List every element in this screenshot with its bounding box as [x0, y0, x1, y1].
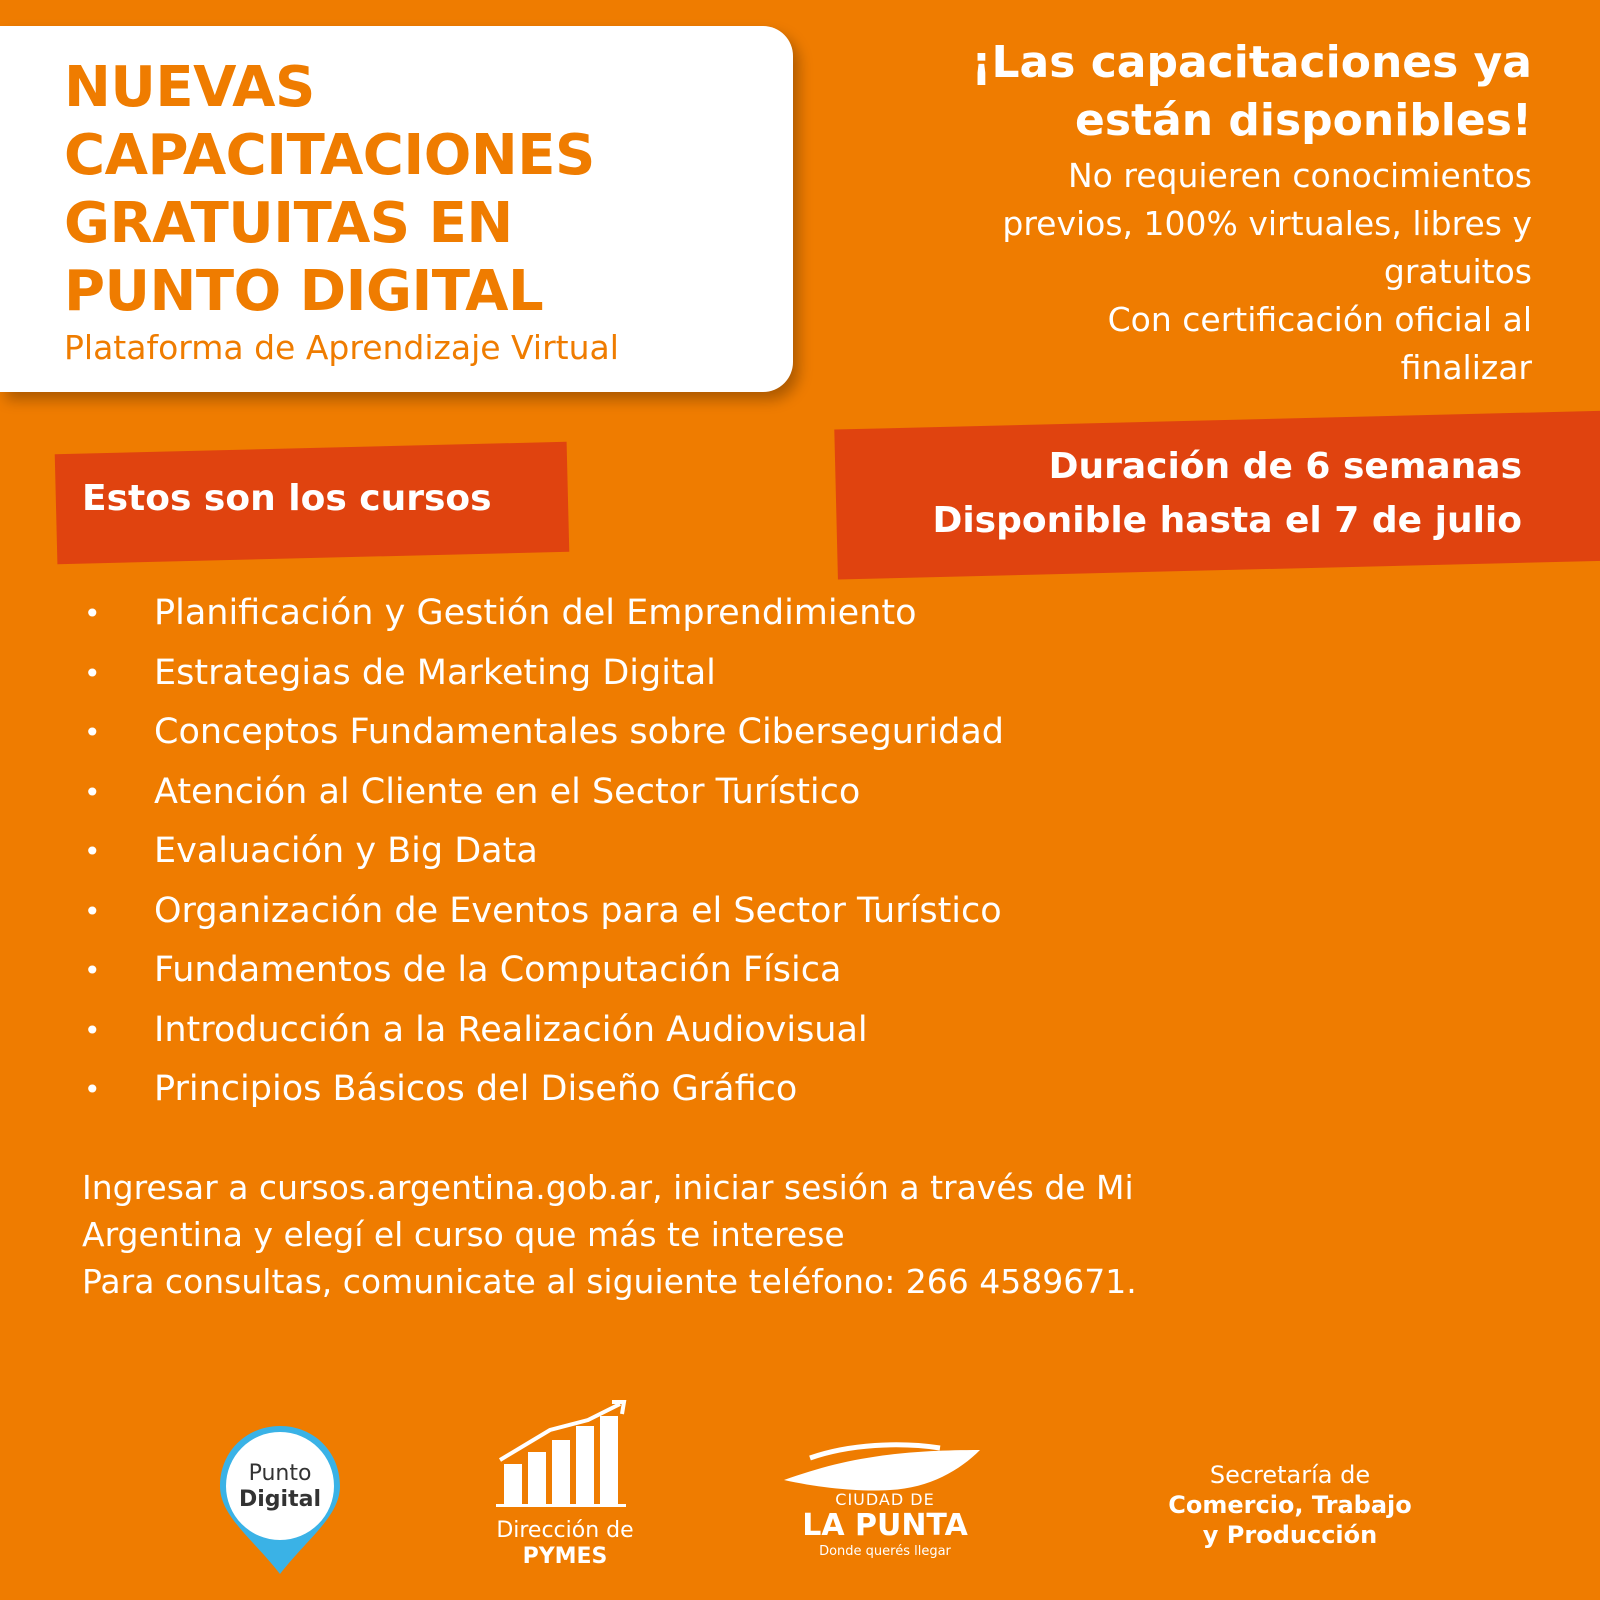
title-line-2: CAPACITACIONES [64, 123, 595, 188]
footer-line-3: Para consultas, comunicate al siguiente teléfono: 266 4589671. [82, 1262, 1137, 1301]
duration-banner-text [932, 440, 1522, 548]
bullet-icon: • [84, 1073, 101, 1106]
course-title: Atención al Cliente en el Sector Turístico [154, 771, 861, 812]
bullet-icon: • [84, 775, 101, 809]
map-pin-icon [212, 1420, 348, 1580]
hero-details [1002, 152, 1532, 392]
title-line-1: NUEVAS [64, 55, 315, 120]
bullet-icon: • [84, 597, 101, 630]
hero-headline-line-2: están disponibles! [1075, 95, 1532, 146]
page-title [64, 54, 784, 326]
pymes-line-1: Dirección de [496, 1518, 634, 1543]
course-title: Introducción a la Realización Audiovisual [154, 1009, 868, 1050]
punto-digital-line-1: Punto [248, 1461, 312, 1486]
course-title: Fundamentos de la Computación Física [154, 950, 842, 990]
hero-detail-line-5: finalizar [1400, 348, 1532, 387]
course-title: Organización de Eventos para el Sector Turístico [154, 890, 1002, 931]
course-title: Estrategias de Marketing Digital [154, 652, 716, 693]
availability-label: Disponible hasta el 7 de julio [932, 500, 1522, 541]
course-title: Conceptos Fundamentales sobre Ciberseguridad [154, 712, 1004, 752]
la-punta-tagline: Donde querés llegar [819, 1544, 951, 1559]
bullet-icon: • [84, 954, 101, 987]
hero-headline [971, 34, 1532, 150]
footer-info [82, 1164, 1137, 1305]
secretaria-logo [1140, 1460, 1440, 1560]
page-subtitle: Plataforma de Aprendizaje Virtual [64, 328, 619, 367]
bar-chart-icon [490, 1400, 640, 1510]
bullet-icon: • [84, 656, 101, 690]
la-punta-logo [780, 1440, 1000, 1580]
bullet-icon: • [84, 835, 101, 868]
footer-line-2: Argentina y elegí el curso que más te interese [82, 1215, 845, 1254]
hero-detail-line-2: previos, 100% virtuales, libres y [1002, 204, 1532, 243]
title-line-4: PUNTO DIGITAL [64, 259, 544, 324]
bullet-icon: • [84, 716, 101, 749]
duration-label: Duración de 6 semanas [1048, 446, 1522, 487]
courses-banner-label: Estos son los cursos [82, 478, 492, 519]
punto-digital-logo [212, 1420, 348, 1580]
hero-detail-line-1: No requieren conocimientos [1068, 156, 1532, 195]
bullet-icon: • [84, 1013, 101, 1047]
footer-line-1: Ingresar a cursos.argentina.gob.ar, iniciar sesión a través de Mi [82, 1168, 1134, 1207]
secretaria-line-1: Secretaría de [1209, 1461, 1371, 1489]
pymes-line-2: PYMES [522, 1544, 608, 1569]
hero-headline-line-1: ¡Las capacitaciones ya [971, 37, 1532, 88]
course-title: Planificación y Gestión del Emprendimiento [154, 593, 917, 633]
course-title: Principios Básicos del Diseño Gráfico [154, 1069, 798, 1109]
pymes-logo [490, 1400, 640, 1580]
punto-digital-line-2: Digital [239, 1487, 321, 1512]
hero-detail-line-4: Con certificación oficial al [1107, 300, 1532, 339]
secretaria-line-2: Comercio, Trabajo [1168, 1491, 1412, 1519]
la-punta-line-1: CIUDAD DE [835, 1490, 935, 1509]
bullet-icon: • [84, 894, 101, 928]
la-punta-line-2: LA PUNTA [802, 1508, 968, 1543]
secretaria-line-3: y Producción [1202, 1521, 1378, 1549]
hero-detail-line-3: gratuitos [1383, 252, 1532, 291]
course-title: Evaluación y Big Data [154, 831, 538, 871]
title-line-3: GRATUITAS EN [64, 191, 513, 256]
